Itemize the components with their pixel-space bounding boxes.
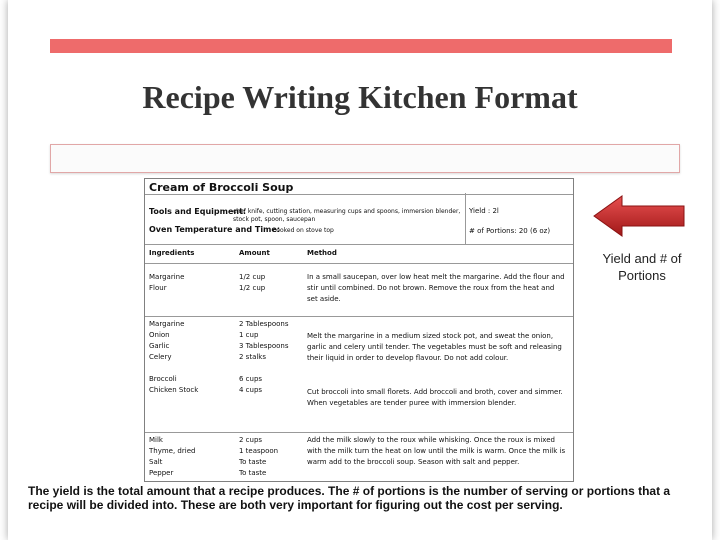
tools-label: Tools and Equipment: [149, 207, 247, 216]
accent-bar [50, 39, 672, 53]
row-3-ingredients: Milk Thyme, dried Salt Pepper [149, 436, 196, 477]
yield-divider [465, 193, 466, 244]
tools-value: chef knife, cutting station, measuring cups and spoons, immersion blender, stock pot, spoon, saucepan [233, 208, 461, 223]
row-2-amount: 2 Tablespoons 1 cup 3 Tablespoons 2 stalks 6 cups 4 cups [239, 320, 289, 394]
row-2-ingredients: Margarine Onion Garlic Celery Broccoli Chicken Stock [149, 320, 199, 394]
oven-label: Oven Temperature and Time: [149, 225, 281, 234]
row-1-amount: 1/2 cup 1/2 cup [239, 273, 266, 292]
yield-label: Yield : 2l [469, 207, 499, 215]
row-1-ingredients: Margarine Flour [149, 273, 185, 292]
recipe-divider [145, 263, 573, 264]
row-1-method: In a small saucepan, over low heat melt the margarine. Add the flour and stir until combined. Do not brown. Remove the roux from the heat and set aside. [307, 273, 565, 303]
method-header: Method [307, 249, 337, 257]
recipe-divider [145, 194, 573, 195]
ingredients-header: Ingredients [149, 249, 195, 257]
oven-value: cooked on stove top [273, 227, 334, 234]
recipe-divider [145, 244, 573, 245]
recipe-card [144, 178, 574, 482]
recipe-divider [145, 432, 573, 433]
left-arrow-icon [592, 194, 686, 243]
slide-title: Recipe Writing Kitchen Format [142, 79, 578, 115]
subtitle-bar [50, 144, 680, 173]
row-3-method: Add the milk slowly to the roux while whisking. Once the roux is mixed with the milk turn the heat on low until the milk is warm. Once the milk is warm add to the broccoli soup. Season with salt and pepper. [307, 436, 566, 466]
yield-portions-note: Yield and # of Portions [602, 251, 682, 283]
recipe-divider [145, 316, 573, 317]
recipe-title: Cream of Broccoli Soup [149, 181, 294, 194]
row-3-amount: 2 cups 1 teaspoon To taste To taste [239, 436, 279, 477]
row-2-method: Melt the margarine in a medium sized stock pot, and sweat the onion, garlic and celery until tender. The vegetables must be soft and releasing their liquid in order to develop flavour. Do not add colour. [307, 332, 562, 362]
amount-header: Amount [239, 249, 270, 257]
slide-caption: The yield is the total amount that a recipe produces. The # of portions is the number of serving or portions that a recipe will be divided into. These are both very important for figuring out the cost per serving. [28, 484, 671, 512]
row-2-method-cont: Cut broccoli into small florets. Add broccoli and broth, cover and simmer. When vegetables are tender puree with immersion blender. [307, 388, 563, 407]
portions-label: # of Portions: 20 (6 oz) [469, 227, 551, 235]
